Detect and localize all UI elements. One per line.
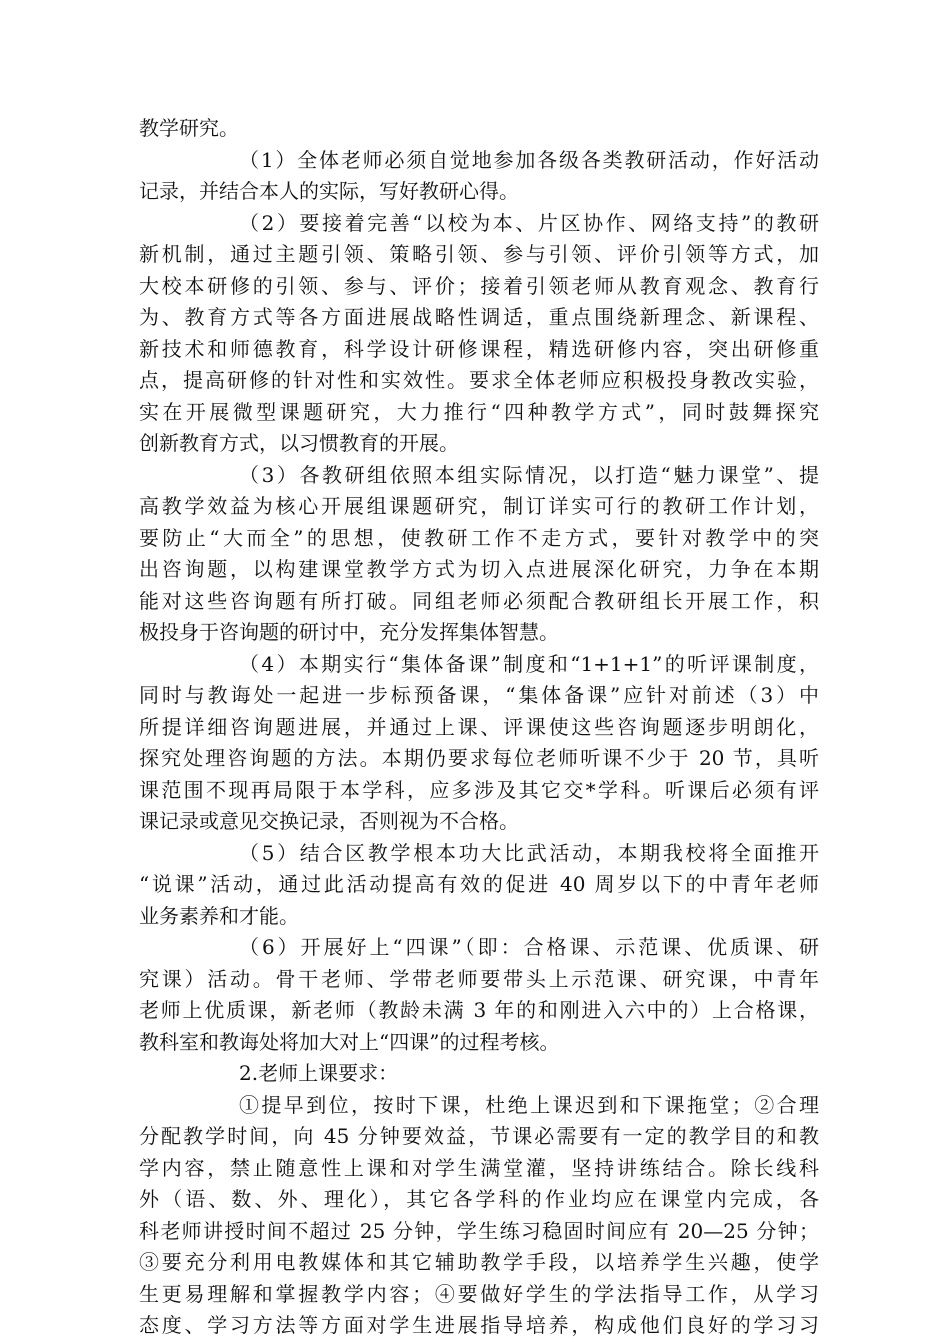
text-line: 教科室和教诲处将加大对上“四课”的过程考核。 [139,1029,560,1054]
text-line: 点，提高研修的针对性和实效性。要求全体老师应积极投身教改实验， [139,368,819,392]
text-line: 态度、学习方法等方面对学生进展指导培养，构成他们良好的学习习 [139,1313,819,1337]
text-line: （4）本期实行“集体备课”制度和“1+1+1”的听评课制度， [239,651,819,676]
text-line: 课记录或意见交换记录，否则视为不合格。 [139,809,519,833]
text-line: 大校本研修的引领、参与、评价；接着引领老师从教育观念、教育行 [139,273,819,298]
text-line: 高教学效益为核心开展组课题研究，制订详实可行的教研工作计划， [139,494,819,518]
text-line: 探究处理咨询题的方法。本期仍要求每位老师听课不少于 20 节，具听 [139,746,819,770]
text-line: 外（语、数、外、理化），其它各学科的作业均应在课堂内完成，各 [139,1187,819,1211]
text-line: 同时与教诲处一起进一步标预备课，“集体备课”应针对前述（3）中 [139,683,819,707]
text-line: （6）开展好上“四课”（即：合格课、示范课、优质课、研 [239,935,819,959]
text-line: 科老师讲授时间不超过 25 分钟，学生练习稳固时间应有 20—25 分钟； [139,1218,819,1243]
text-line: ①提早到位，按时下课，杜绝上课迟到和下课拖堂；②合理 [239,1092,819,1117]
text-line: 要防止“大而全”的思想，使教研工作不走方式，要针对教学中的突 [139,525,819,550]
text-line: “说课”活动，通过此活动提高有效的促进 40 周岁以下的中青年老师 [139,872,819,896]
text-line: 所提详细咨询题进展，并通过上课、评课使这些咨询题逐步明朗化， [139,714,819,739]
text-line: 出咨询题，以构建课堂教学方式为切入点进展深化研究，力争在本期 [139,557,819,581]
text-line: （3）各教研组依照本组实际情况，以打造“魅力课堂”、提 [239,462,819,487]
text-line: 教学研究。 [139,116,239,140]
text-line: 能对这些咨询题有所打破。同组老师必须配合教研组长开展工作，积 [139,588,819,613]
text-line: 新机制，通过主题引领、策略引领、参与引领、评价引领等方式，加 [139,242,819,266]
text-line: （2）要接着完善“以校为本、片区协作、网络支持”的教研 [239,210,819,235]
text-line: 生更易理解和掌握教学内容；④要做好学生的学法指导工作，从学习 [139,1281,819,1306]
text-line: （1）全体老师必须自觉地参加各级各类教研活动，作好活动 [239,147,819,172]
text-line: 创新教育方式，以习惯教育的开展。 [139,431,459,455]
document-body [139,113,819,1342]
text-line: 学内容，禁止随意性上课和对学生满堂灌，坚持讲练结合。除长线科 [139,1155,819,1180]
text-line: ③要充分利用电教媒体和其它辅助教学手段，以培养学生兴趣，使学 [139,1250,819,1274]
text-line: 究课）活动。骨干老师、学带老师要带头上示范课、研究课，中青年 [139,966,819,991]
text-line: 记录，并结合本人的实际，写好教研心得。 [139,179,519,203]
text-line: 新技术和师德教育，科学设计研修课程，精选研修内容，突出研修重 [139,336,819,361]
text-line: 为、教育方式等各方面进展战略性调适，重点围绕新理念、新课程、 [139,305,819,329]
text-line: 业务素养和才能。 [139,903,299,928]
text-line: 实在开展微型课题研究，大力推行“四种教学方式”，同时鼓舞探究 [139,399,819,424]
text-line: 分配教学时间，向 45 分钟要效益，节课必需要有一定的教学目的和教 [139,1124,819,1148]
text-line: 课范围不现再局限于本学科，应多涉及其它交*学科。听课后必须有评 [139,777,819,802]
text-line: （5）结合区教学根本功大比武活动，本期我校将全面推开 [239,840,819,865]
text-line: 2.老师上课要求： [239,1061,399,1085]
text-line: 老师上优质课，新老师（教龄未满 3 年的和刚进入六中的）上合格课， [139,998,819,1022]
text-line: 极投身于咨询题的研讨中，充分发挥集体智慧。 [139,620,559,644]
